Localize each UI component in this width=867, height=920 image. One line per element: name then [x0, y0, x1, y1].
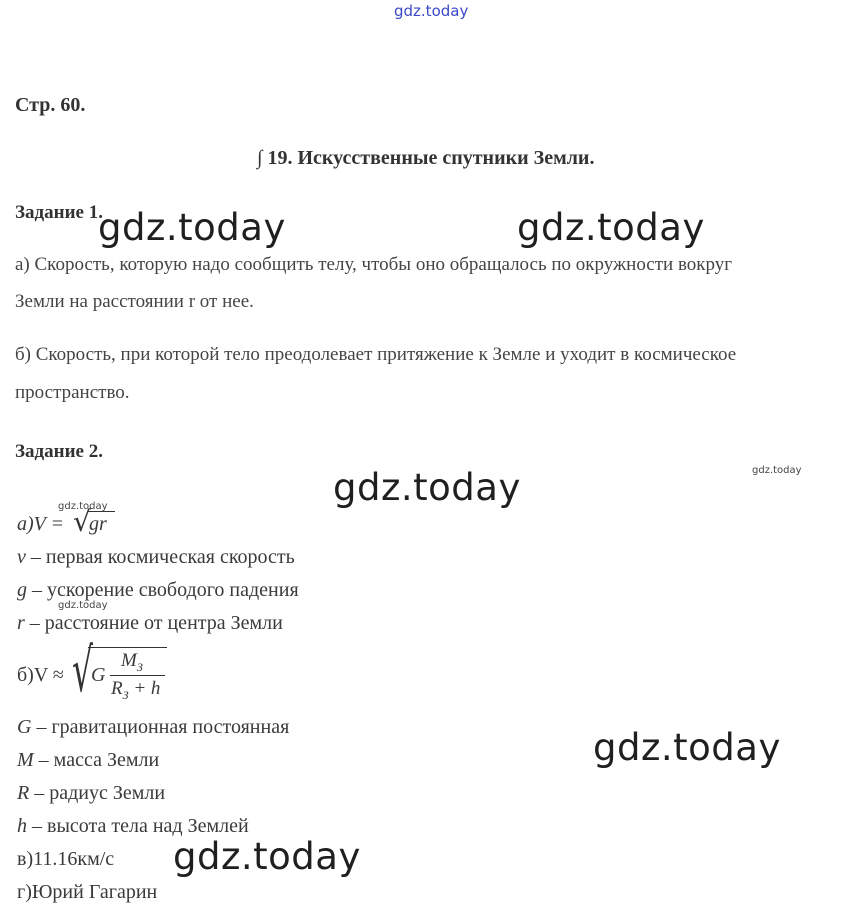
page-number: Стр. 60.: [15, 94, 86, 116]
answer-c: в)11.16км/с: [17, 848, 115, 870]
watermark-top: gdz.today: [394, 2, 469, 20]
task1-b-line2: пространство.: [15, 382, 130, 403]
def-R: R – радиус Земли: [17, 782, 166, 804]
def-g: g – ускорение свободого падения: [17, 579, 299, 601]
answer-d: г)Юрий Гагарин: [17, 881, 158, 903]
formula-b-prefix: б)V ≈: [17, 664, 64, 686]
formula-b-g: G: [91, 664, 106, 686]
formula-a-prefix: a)V =: [17, 513, 65, 535]
formula-b-denominator: $R_З + h$: [111, 678, 161, 702]
def-v: v – первая космическая скорость: [17, 546, 295, 568]
task1-heading: Задание 1.: [15, 202, 103, 223]
watermark-small: gdz.today: [58, 501, 108, 512]
section-title: ∫ 19. Искусственные спутники Земли.: [257, 147, 595, 169]
def-r: r – расстояние от центра Земли: [17, 612, 283, 634]
fraction-bar: [110, 675, 165, 676]
sqrt-symbol: √: [73, 505, 91, 538]
def-h: h – высота тела над Землей: [17, 815, 249, 837]
watermark: gdz.today: [517, 206, 705, 249]
watermark: gdz.today: [333, 466, 521, 509]
sqrt-symbol: √: [72, 636, 94, 706]
task2-heading: Задание 2.: [15, 441, 103, 462]
task1-a-line2: Земли на расстоянии r от нее.: [15, 291, 254, 312]
task1-b-line1: б) Скорость, при которой тело преодолевает притяжение к Земле и уходит в космическое: [15, 344, 737, 365]
watermark: gdz.today: [98, 206, 286, 249]
formula-b-numerator: $M_З$: [121, 650, 143, 674]
def-M: M – масса Земли: [17, 749, 160, 771]
formula-a-radicand: gr: [89, 513, 107, 535]
watermark: gdz.today: [593, 726, 781, 769]
def-G: G – гравитационная постоянная: [17, 716, 290, 738]
watermark-small: gdz.today: [58, 600, 108, 611]
watermark-small: gdz.today: [752, 465, 802, 476]
task1-a-line1: а) Скорость, которую надо сообщить телу, чтобы оно обращалось по окружности вокруг: [15, 254, 733, 275]
sqrt-bar: [88, 647, 167, 648]
watermark: gdz.today: [173, 835, 361, 878]
sqrt-bar: [88, 511, 115, 512]
